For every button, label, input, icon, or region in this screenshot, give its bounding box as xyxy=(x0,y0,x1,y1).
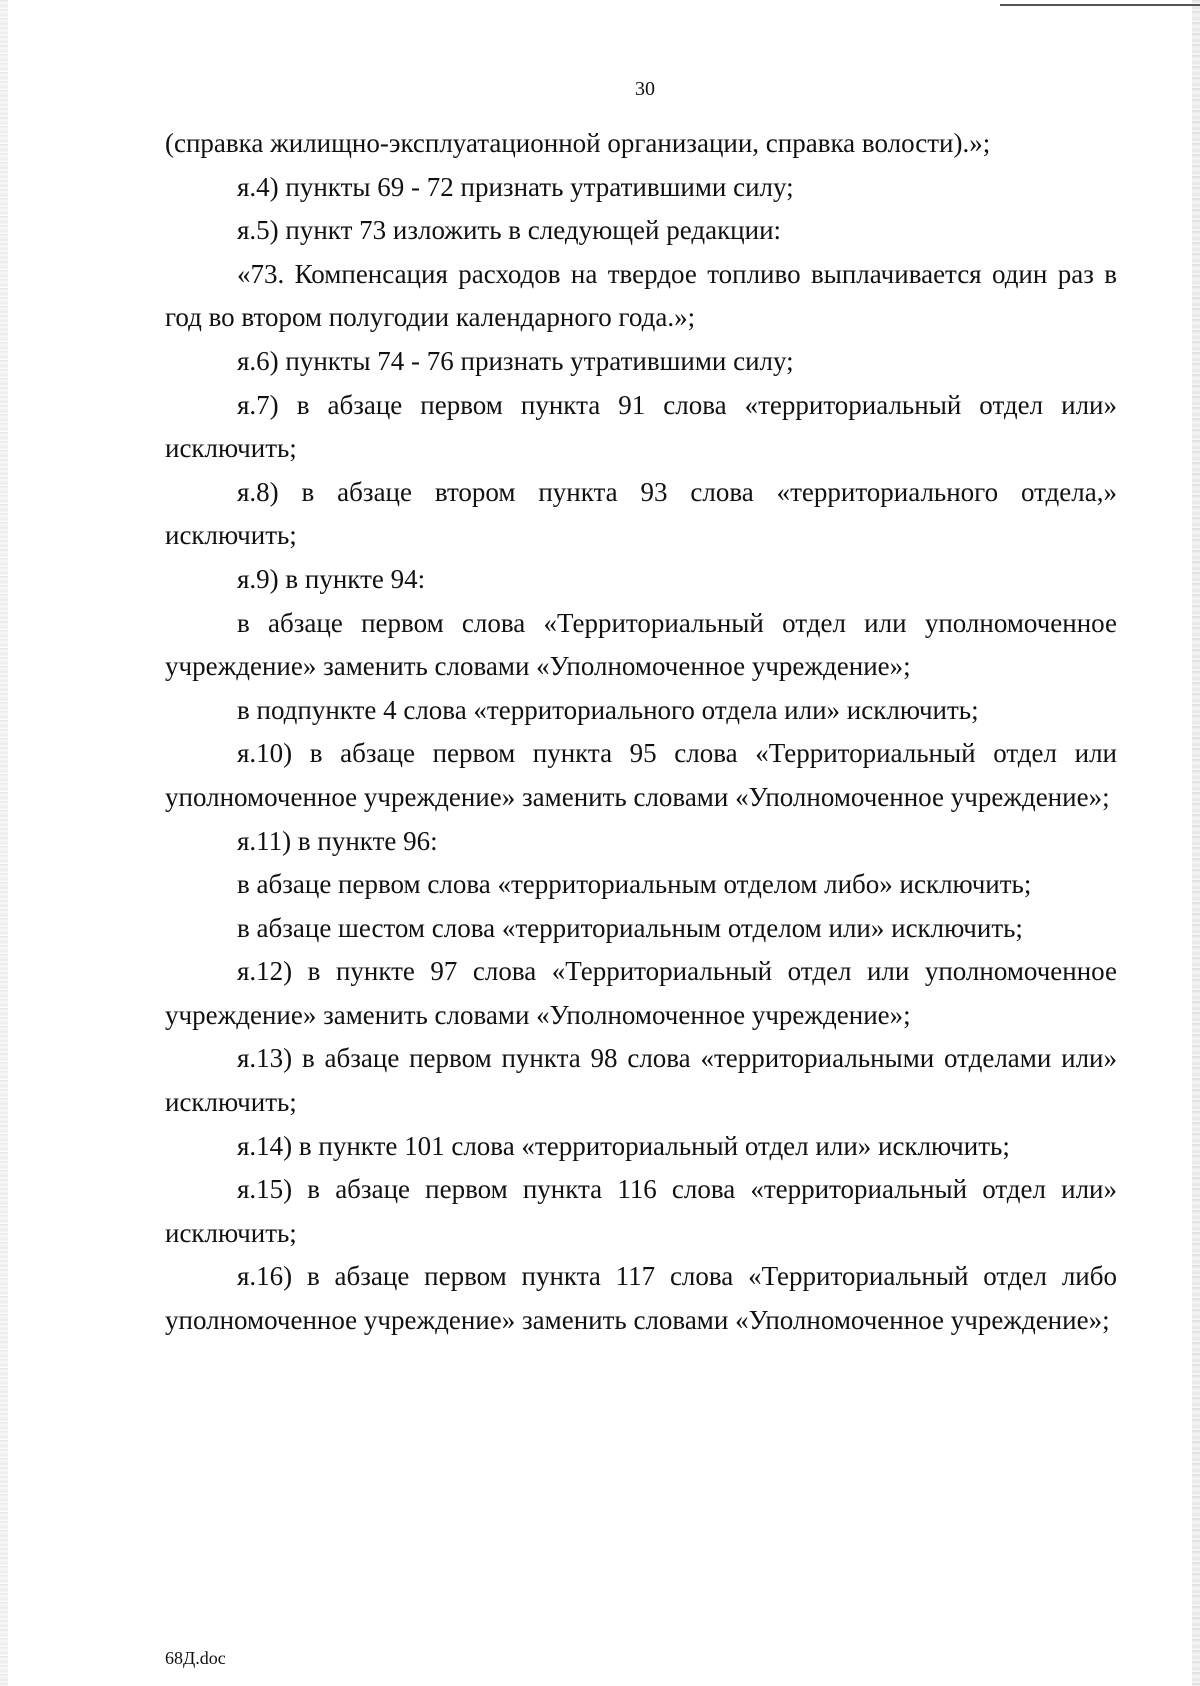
paragraph: я.16) в абзаце первом пункта 117 слова «Территориальный отдел либо уполномоченное учреждение» заменить словами «Уполномоченное учреждение»; xyxy=(165,1261,1117,1336)
paragraph: в подпункте 4 слова «территориального отдела или» исключить; xyxy=(237,694,979,725)
paragraph: (справка жилищно-эксплуатационной организации, справка волости).»; xyxy=(165,128,991,158)
paragraph: в абзаце первом слова «территориальным отделом либо» исключить; xyxy=(237,869,1032,900)
paragraph: в абзаце шестом слова «территориальным отделом или» исключить; xyxy=(237,912,1023,943)
paragraph: я.15) в абзаце первом пункта 116 слова «территориальный отдел или» исключить; xyxy=(165,1174,1117,1248)
scan-corner-line xyxy=(1000,4,1200,6)
paragraph: я.10) в абзаце первом пункта 95 слова «Территориальный отдел или уполномоченное учреждение» заменить словами «Уполномоченное учреждение»; xyxy=(165,738,1117,812)
paragraph: я.9) в пункте 94: xyxy=(237,563,426,594)
scan-edge-left xyxy=(0,0,8,1686)
paragraph: я.7) в абзаце первом пункта 91 слова «территориальный отдел или» исключить; xyxy=(165,389,1117,464)
paragraph: я.11) в пункте 96: xyxy=(237,825,438,856)
paragraph: я.4) пункты 69 - 72 признать утратившими силу; xyxy=(237,171,794,202)
scan-edge-right xyxy=(1192,0,1200,1686)
document-body xyxy=(165,122,1117,1343)
paragraph: «73. Компенсация расходов на твердое топливо выплачивается один раз в год во втором полугодии календарного года.»; xyxy=(165,258,1117,333)
page-number: 30 xyxy=(635,78,655,100)
paragraph: я.6) пункты 74 - 76 признать утратившими силу; xyxy=(237,345,794,376)
paragraph: я.14) в пункте 101 слова «территориальный отдел или» исключить; xyxy=(237,1130,1010,1161)
file-name-footer: 68Д.doc xyxy=(165,1648,226,1668)
paragraph: я.5) пункт 73 изложить в следующей редакции: xyxy=(237,215,782,246)
paragraph: я.13) в абзаце первом пункта 98 слова «территориальными отделами или» исключить; xyxy=(165,1043,1117,1118)
paragraph: я.12) в пункте 97 слова «Территориальный отдел или уполномоченное учреждение» заменить словами «Уполномоченное учреждение»; xyxy=(165,956,1117,1030)
paragraph: я.8) в абзаце втором пункта 93 слова «территориального отдела,» исключить; xyxy=(165,476,1117,551)
paragraph: в абзаце первом слова «Территориальный отдел или уполномоченное учреждение» заменить словами «Уполномоченное учреждение»; xyxy=(165,607,1117,682)
